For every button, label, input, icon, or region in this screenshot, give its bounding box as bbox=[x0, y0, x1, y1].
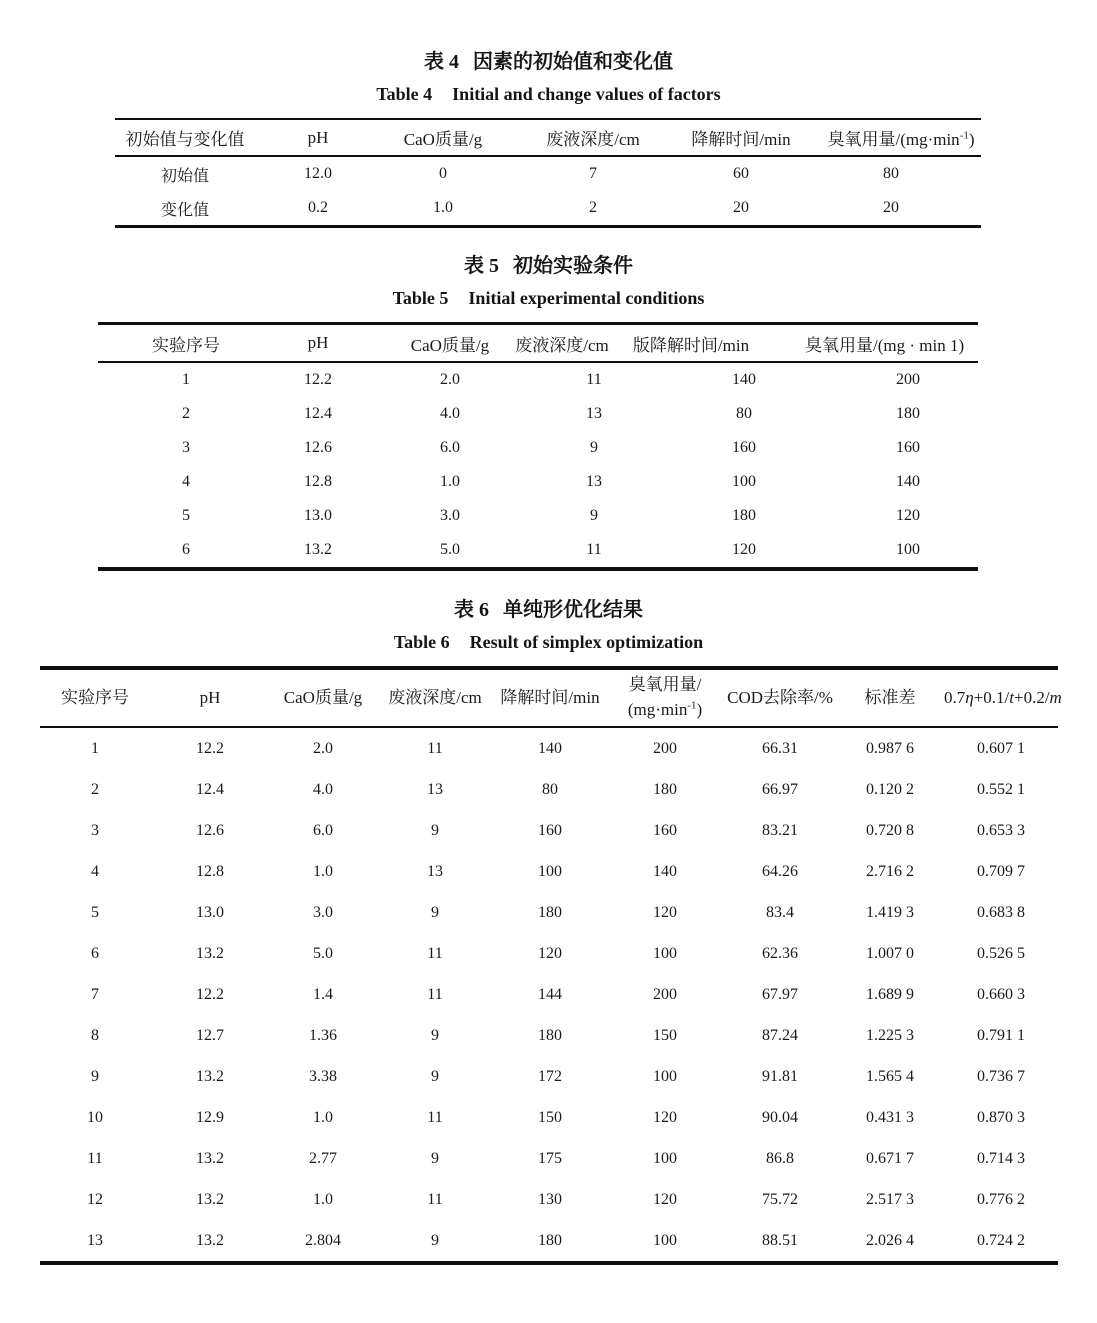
column-header: COD去除率/% bbox=[724, 668, 836, 727]
table-cell: 6 bbox=[91, 944, 99, 962]
table-cell: 180 bbox=[538, 1231, 562, 1249]
table6-number-zh: 表 6 bbox=[454, 599, 489, 621]
column-header: 废液深度/cm bbox=[505, 119, 681, 156]
table-cell: 1.0 bbox=[313, 1190, 333, 1208]
table-cell: 9 bbox=[431, 903, 439, 921]
table-cell: 66.31 bbox=[762, 739, 798, 757]
table-cell: 67.97 bbox=[762, 985, 798, 1003]
table-cell: 12.2 bbox=[196, 985, 224, 1003]
table-row bbox=[98, 397, 978, 431]
table-cell: 130 bbox=[538, 1190, 562, 1208]
table-cell: 12.6 bbox=[304, 439, 332, 456]
table-cell: 11 bbox=[427, 944, 443, 962]
table-cell: 9 bbox=[431, 1149, 439, 1167]
table6-caption-zh: 单纯形优化结果 bbox=[503, 599, 643, 621]
table-cell: 11 bbox=[427, 985, 443, 1003]
table-row bbox=[40, 1056, 1058, 1097]
table-cell: 2.716 2 bbox=[866, 862, 914, 880]
table-row bbox=[40, 933, 1058, 974]
column-header: pH bbox=[274, 324, 362, 363]
column-header: 废液深度/cm bbox=[376, 668, 494, 727]
table-cell: 1.4 bbox=[313, 985, 333, 1003]
table-cell: 10 bbox=[87, 1108, 103, 1126]
table-cell: 11 bbox=[586, 541, 602, 558]
table-cell: 160 bbox=[653, 821, 677, 839]
table-cell: 12.8 bbox=[196, 862, 224, 880]
table-cell: 64.26 bbox=[762, 862, 798, 880]
table-cell: 0.653 3 bbox=[977, 821, 1025, 839]
table-cell: 13.2 bbox=[304, 541, 332, 558]
table-cell: 2.026 4 bbox=[866, 1231, 914, 1249]
table-cell: 13 bbox=[427, 780, 443, 798]
table-cell: 120 bbox=[538, 944, 562, 962]
table-row bbox=[115, 191, 981, 227]
column-header: 版降解时间/min bbox=[650, 324, 838, 363]
table-cell: 0.736 7 bbox=[977, 1067, 1025, 1085]
table-cell: 180 bbox=[896, 405, 920, 422]
table-cell: 5.0 bbox=[313, 944, 333, 962]
table4-title-zh bbox=[0, 50, 1097, 74]
table-cell: 1.225 3 bbox=[866, 1026, 914, 1044]
column-header: 实验序号 bbox=[40, 668, 150, 727]
table-row bbox=[40, 1220, 1058, 1263]
table-row bbox=[98, 533, 978, 569]
table-cell: 20 bbox=[883, 199, 899, 216]
table-cell: 12.4 bbox=[304, 405, 332, 422]
table-cell: 0.791 1 bbox=[977, 1026, 1025, 1044]
table-row bbox=[40, 810, 1058, 851]
table-cell: 150 bbox=[653, 1026, 677, 1044]
table-cell: 172 bbox=[538, 1067, 562, 1085]
table6-section bbox=[0, 598, 1097, 1265]
column-header: pH bbox=[255, 119, 381, 156]
table-cell: 100 bbox=[896, 541, 920, 558]
table-cell: 3.0 bbox=[440, 507, 460, 524]
table-cell: 120 bbox=[653, 1108, 677, 1126]
table6-caption-en: Result of simplex optimization bbox=[469, 632, 704, 652]
table-cell: 13.2 bbox=[196, 1149, 224, 1167]
table-cell: 88.51 bbox=[762, 1231, 798, 1249]
table-cell: 80 bbox=[542, 780, 558, 798]
table-row bbox=[40, 727, 1058, 769]
table-cell: 5 bbox=[91, 903, 99, 921]
table-cell: 0.724 2 bbox=[977, 1231, 1025, 1249]
header-row bbox=[40, 668, 1058, 727]
table-row bbox=[40, 1138, 1058, 1179]
table5-number-en: Table 5 bbox=[392, 288, 449, 308]
table-cell: 1.0 bbox=[440, 473, 460, 490]
table-cell: 2 bbox=[182, 405, 190, 422]
table-cell: 4.0 bbox=[313, 780, 333, 798]
table-cell: 200 bbox=[653, 739, 677, 757]
table-cell: 200 bbox=[653, 985, 677, 1003]
table-cell: 180 bbox=[653, 780, 677, 798]
table6-number-en: Table 6 bbox=[393, 632, 450, 652]
table-cell: 9 bbox=[590, 439, 598, 456]
table-cell: 3.0 bbox=[313, 903, 333, 921]
table-cell: 12.4 bbox=[196, 780, 224, 798]
table-cell: 160 bbox=[896, 439, 920, 456]
table-cell: 5 bbox=[182, 507, 190, 524]
table-cell: 20 bbox=[733, 199, 749, 216]
column-header: CaO质量/g bbox=[381, 119, 505, 156]
table-cell: 13 bbox=[87, 1231, 103, 1249]
table-cell: 140 bbox=[538, 739, 562, 757]
table-cell: 60 bbox=[733, 165, 749, 182]
table-cell: 2.77 bbox=[309, 1149, 337, 1167]
table-cell: 0.683 8 bbox=[977, 903, 1025, 921]
table6-title-zh bbox=[0, 598, 1097, 622]
table-cell: 12.0 bbox=[304, 165, 332, 182]
table-cell: 9 bbox=[590, 507, 598, 524]
table-cell: 9 bbox=[431, 821, 439, 839]
table-cell: 12.2 bbox=[196, 739, 224, 757]
column-header: 0.7η+0.1/t+0.2/m bbox=[944, 668, 1058, 727]
table-cell: 120 bbox=[732, 541, 756, 558]
table-cell: 160 bbox=[538, 821, 562, 839]
table-cell: 6.0 bbox=[313, 821, 333, 839]
table-cell: 83.4 bbox=[766, 903, 794, 921]
table-cell: 13.2 bbox=[196, 1231, 224, 1249]
table-cell: 3 bbox=[182, 439, 190, 456]
table5-title-en bbox=[0, 286, 1097, 310]
table-row bbox=[98, 362, 978, 397]
table-cell: 2.0 bbox=[313, 739, 333, 757]
table-row bbox=[115, 156, 981, 191]
table5-section bbox=[0, 254, 1097, 571]
table-cell: 1.007 0 bbox=[866, 944, 914, 962]
table-cell: 1 bbox=[91, 739, 99, 757]
table-cell: 11 bbox=[87, 1149, 103, 1167]
table-cell: 0.607 1 bbox=[977, 739, 1025, 757]
table4-body bbox=[115, 156, 981, 227]
table6-header bbox=[40, 668, 1062, 727]
table6-simplex-results bbox=[40, 666, 1062, 1265]
table-cell: 180 bbox=[538, 1026, 562, 1044]
table-cell: 2.804 bbox=[305, 1231, 341, 1249]
table-row bbox=[40, 1179, 1058, 1220]
table-cell: 80 bbox=[736, 405, 752, 422]
table4-section bbox=[0, 50, 1097, 228]
table-row bbox=[40, 851, 1058, 892]
table-cell: 140 bbox=[653, 862, 677, 880]
table-cell: 1.0 bbox=[433, 199, 453, 216]
table-cell: 75.72 bbox=[762, 1190, 798, 1208]
table-cell: 100 bbox=[732, 473, 756, 490]
table-cell: 0.2 bbox=[308, 199, 328, 216]
table-row bbox=[40, 1015, 1058, 1056]
table-cell: 11 bbox=[427, 1190, 443, 1208]
table-cell: 100 bbox=[653, 1149, 677, 1167]
table-cell: 150 bbox=[538, 1108, 562, 1126]
table-cell: 0.987 6 bbox=[866, 739, 914, 757]
table-cell: 62.36 bbox=[762, 944, 798, 962]
table4-number-en: Table 4 bbox=[376, 84, 433, 104]
table4-header bbox=[115, 119, 981, 156]
column-header: 臭氧用量/(mg · min 1) bbox=[838, 324, 978, 363]
table-cell: 4 bbox=[182, 473, 190, 490]
table-cell: 12.7 bbox=[196, 1026, 224, 1044]
table-cell: 3 bbox=[91, 821, 99, 839]
table-cell: 初始值 bbox=[160, 167, 209, 185]
table5-body bbox=[98, 362, 978, 569]
table5-initial-conditions bbox=[98, 322, 978, 571]
table-cell: 0.671 7 bbox=[866, 1149, 914, 1167]
table-cell: 1.36 bbox=[309, 1026, 337, 1044]
table-cell: 13.2 bbox=[196, 1190, 224, 1208]
column-header: 臭氧用量$/(mg\cdot\min^{-1})$ bbox=[801, 119, 981, 156]
table5-header bbox=[98, 324, 978, 363]
table-cell: 7 bbox=[589, 165, 597, 182]
table-cell: 100 bbox=[538, 862, 562, 880]
column-header: CaO质量/g bbox=[270, 668, 376, 727]
table-cell: 0.714 3 bbox=[977, 1149, 1025, 1167]
table4-initial-change-values bbox=[115, 118, 981, 228]
table-row bbox=[98, 499, 978, 533]
table-cell: 0.870 3 bbox=[977, 1108, 1025, 1126]
column-header: CaO质量/g bbox=[362, 324, 538, 363]
table-cell: 2.0 bbox=[440, 371, 460, 388]
table-cell: 175 bbox=[538, 1149, 562, 1167]
table-cell: 12.2 bbox=[304, 371, 332, 388]
table-cell: 140 bbox=[896, 473, 920, 490]
table-cell: 9 bbox=[431, 1067, 439, 1085]
column-header: 标准差 bbox=[836, 668, 944, 727]
table-cell: 140 bbox=[732, 371, 756, 388]
table-cell: 0.120 2 bbox=[866, 780, 914, 798]
table-cell: 66.97 bbox=[762, 780, 798, 798]
table-cell: 0.709 7 bbox=[977, 862, 1025, 880]
table-cell: 1.0 bbox=[313, 1108, 333, 1126]
table-cell: 80 bbox=[883, 165, 899, 182]
table-cell: 6 bbox=[182, 541, 190, 558]
column-header: 降解时间/min bbox=[681, 119, 801, 156]
table-cell: 9 bbox=[91, 1067, 99, 1085]
table-cell: 1.419 3 bbox=[866, 903, 914, 921]
table-cell: 11 bbox=[427, 739, 443, 757]
table-cell: 120 bbox=[653, 903, 677, 921]
table-cell: 0.552 1 bbox=[977, 780, 1025, 798]
table-cell: 0.776 2 bbox=[977, 1190, 1025, 1208]
table-cell: 1.0 bbox=[313, 862, 333, 880]
column-header: 实验序号 bbox=[98, 324, 274, 363]
table-cell: 11 bbox=[427, 1108, 443, 1126]
table-cell: 变化值 bbox=[160, 201, 209, 219]
table-cell: 83.21 bbox=[762, 821, 798, 839]
table-cell: 3.38 bbox=[309, 1067, 337, 1085]
table-cell: 13.0 bbox=[304, 507, 332, 524]
table-cell: 13 bbox=[586, 405, 602, 422]
table-cell: 1.565 4 bbox=[866, 1067, 914, 1085]
table4-number-zh: 表 4 bbox=[424, 51, 459, 73]
table-cell: 5.0 bbox=[440, 541, 460, 558]
table-cell: 200 bbox=[896, 371, 920, 388]
table-cell: 11 bbox=[586, 371, 602, 388]
column-header: 降解时间/min bbox=[494, 668, 606, 727]
table-row bbox=[40, 769, 1058, 810]
column-header: 初始值与变化值 bbox=[115, 119, 255, 156]
table-cell: 12.9 bbox=[196, 1108, 224, 1126]
table-cell: 180 bbox=[732, 507, 756, 524]
table-cell: 9 bbox=[431, 1231, 439, 1249]
table5-number-zh: 表 5 bbox=[464, 255, 499, 277]
table-cell: 13.2 bbox=[196, 1067, 224, 1085]
table-cell: 0.526 5 bbox=[977, 944, 1025, 962]
table-cell: 120 bbox=[653, 1190, 677, 1208]
table-row bbox=[40, 974, 1058, 1015]
table-cell: 0.720 8 bbox=[866, 821, 914, 839]
table4-caption-zh: 因素的初始值和变化值 bbox=[473, 51, 673, 73]
table5-caption-en: Initial experimental conditions bbox=[468, 288, 705, 308]
table-cell: 13 bbox=[586, 473, 602, 490]
table-cell: 0.431 3 bbox=[866, 1108, 914, 1126]
table-cell: 8 bbox=[91, 1026, 99, 1044]
table-cell: 0 bbox=[439, 165, 447, 182]
table4-caption-en: Initial and change values of factors bbox=[452, 84, 721, 104]
table-cell: 120 bbox=[896, 507, 920, 524]
table-cell: 91.81 bbox=[762, 1067, 798, 1085]
table-row bbox=[98, 431, 978, 465]
table-cell: 4.0 bbox=[440, 405, 460, 422]
table-cell: 12 bbox=[87, 1190, 103, 1208]
table-cell: 0.660 3 bbox=[977, 985, 1025, 1003]
table-row bbox=[40, 892, 1058, 933]
table-cell: 13.0 bbox=[196, 903, 224, 921]
table-cell: 2 bbox=[91, 780, 99, 798]
table6-title-en bbox=[0, 630, 1097, 654]
table-cell: 144 bbox=[538, 985, 562, 1003]
table-cell: 12.8 bbox=[304, 473, 332, 490]
table-cell: 7 bbox=[91, 985, 99, 1003]
table-cell: 12.6 bbox=[196, 821, 224, 839]
table4-title-en bbox=[0, 82, 1097, 106]
table-cell: 6.0 bbox=[440, 439, 460, 456]
table-cell: 13 bbox=[427, 862, 443, 880]
table-row bbox=[40, 1097, 1058, 1138]
table5-title-zh bbox=[0, 254, 1097, 278]
table-cell: 87.24 bbox=[762, 1026, 798, 1044]
table6-body bbox=[40, 727, 1058, 1263]
table-cell: 100 bbox=[653, 1067, 677, 1085]
table-cell: 1 bbox=[182, 371, 190, 388]
column-header: 废液深度/cm bbox=[538, 324, 650, 363]
header-row bbox=[98, 324, 978, 363]
table-cell: 180 bbox=[538, 903, 562, 921]
table5-caption-zh: 初始实验条件 bbox=[513, 255, 633, 277]
table-cell: 2 bbox=[589, 199, 597, 216]
table-cell: 86.8 bbox=[766, 1149, 794, 1167]
table-cell: 100 bbox=[653, 1231, 677, 1249]
table-cell: 4 bbox=[91, 862, 99, 880]
column-header: pH bbox=[150, 668, 270, 727]
column-header: 臭氧用量/ $(mg\cdot\min^{-1})$ bbox=[606, 668, 724, 727]
table-cell: 1.689 9 bbox=[866, 985, 914, 1003]
header-row bbox=[115, 119, 981, 156]
table-cell: 100 bbox=[653, 944, 677, 962]
table-cell: 2.517 3 bbox=[866, 1190, 914, 1208]
table-row bbox=[98, 465, 978, 499]
table-cell: 13.2 bbox=[196, 944, 224, 962]
table-cell: 160 bbox=[732, 439, 756, 456]
table-cell: 9 bbox=[431, 1026, 439, 1044]
table-cell: 90.04 bbox=[762, 1108, 798, 1126]
